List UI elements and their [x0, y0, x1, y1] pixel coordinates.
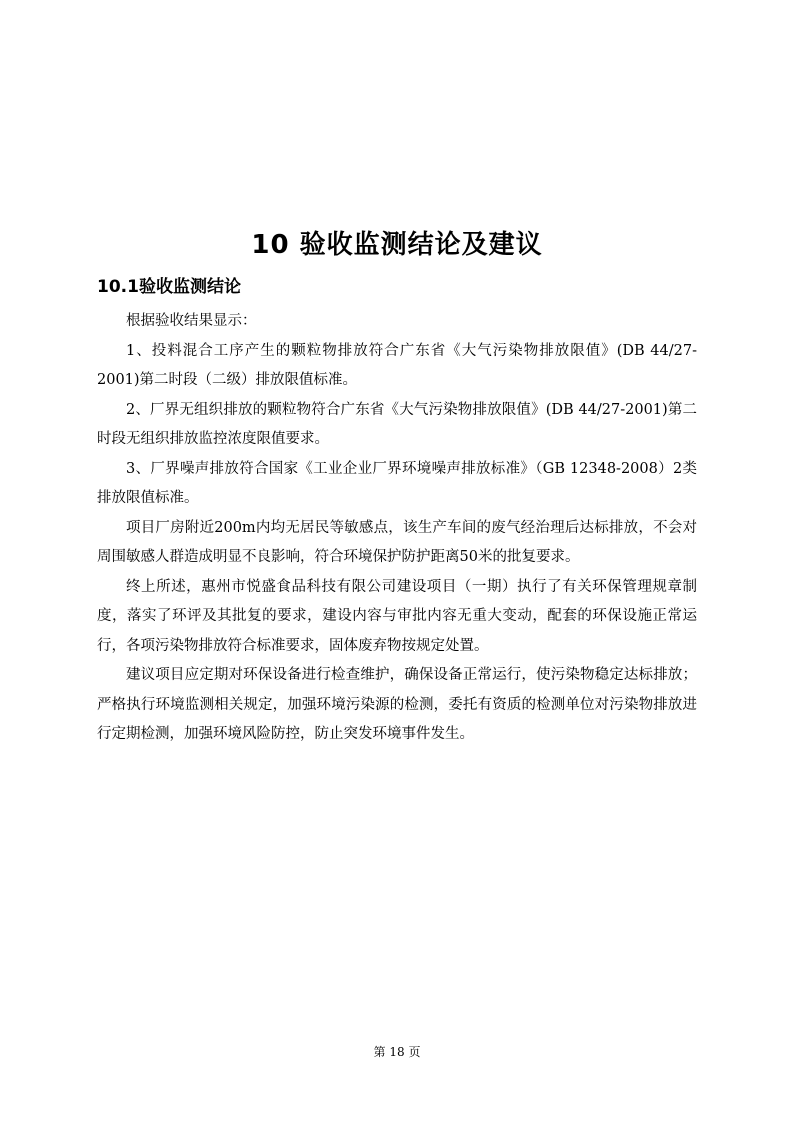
paragraph-intro: 根据验收结果显示： — [126, 313, 257, 329]
paragraph-item-2: 2、厂界无组织排放的颗粒物符合广东省《大气污染物排放限值》(DB 44/27-2001)第二时段无组织排放监控浓度限值要求。 — [97, 401, 697, 447]
paragraph-summary: 终上所述，惠州市悦盛食品科技有限公司建设项目（一期）执行了有关环保管理规章制度，落实了环评及其批复的要求，建设内容与审批内容无重大变动，配套的环保设施正常运行，各项污染物排放符合标准要求，固体废弃物按规定处置。 — [97, 578, 697, 654]
section-body — [97, 307, 697, 750]
paragraph-protection-distance: 项目厂房附近200m内均无居民等敏感点，该生产车间的废气经治理后达标排放，不会对周围敏感人群造成明显不良影响，符合环境保护防护距离50米的批复要求。 — [97, 519, 697, 565]
chapter-title: 10 验收监测结论及建议 — [251, 230, 543, 260]
page-number: 第 18 页 — [373, 1045, 421, 1059]
paragraph-item-3: 3、厂界噪声排放符合国家《工业企业厂界环境噪声排放标准》（GB 12348-2008）2类排放限值标准。 — [97, 460, 697, 506]
section-title: 10.1验收监测结论 — [97, 277, 241, 297]
paragraph-item-1: 1、投料混合工序产生的颗粒物排放符合广东省《大气污染物排放限值》(DB 44/27-2001)第二时段（二级）排放限值标准。 — [97, 342, 697, 388]
paragraph-recommendation: 建议项目应定期对环保设备进行检查维护，确保设备正常运行，使污染物稳定达标排放；严格执行环境监测相关规定，加强环境污染源的检测，委托有资质的检测单位对污染物排放进行定期检测，加强环境风险防控，防止突发环境事件发生。 — [97, 667, 697, 742]
